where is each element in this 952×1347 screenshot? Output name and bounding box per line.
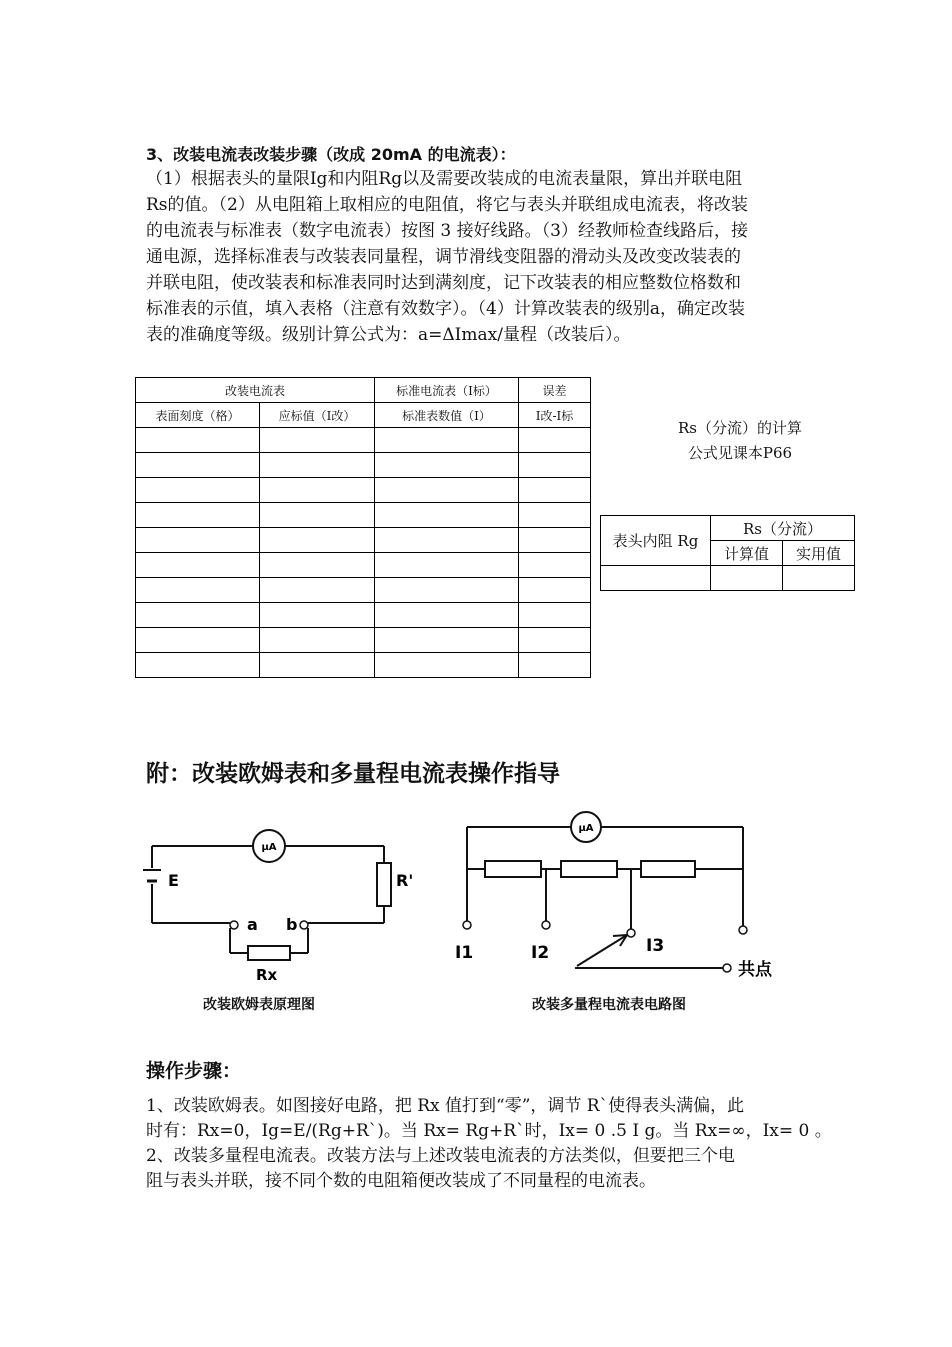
shunt-resistor-1	[485, 861, 541, 877]
table-cell	[375, 453, 519, 478]
table-cell	[136, 528, 260, 553]
table-cell	[519, 578, 591, 603]
table-cell	[519, 628, 591, 653]
shunt-resistor-3	[641, 861, 695, 877]
header-scale: 表面刻度（格）	[136, 403, 260, 428]
header-error: 误差	[519, 378, 591, 403]
paragraph-line: 通电源，选择标准表与改装表同量程，调节滑线变阻器的滑动头及改变改装表的	[146, 247, 741, 267]
table-cell	[519, 603, 591, 628]
multirange-ammeter-diagram	[445, 808, 795, 988]
table-cell	[375, 528, 519, 553]
section-heading: 3、改装电流表改装步骤（改成 20mA 的电流表）：	[146, 145, 516, 164]
paragraph-line: 2、改装多量程电流表。改装方法与上述改装电流表的方法类似，但要把三个电	[146, 1146, 735, 1166]
table-cell	[260, 528, 375, 553]
i2-label: I2	[531, 943, 550, 963]
paragraph-line: Rs的值。（2）从电阻箱上取相应的电阻值，将它与表头并联组成电流表，将改装	[146, 195, 748, 215]
header-expected: 应标值（I改）	[260, 403, 375, 428]
table-cell	[260, 553, 375, 578]
rs-header: Rs（分流）	[711, 516, 855, 541]
shunt-resistor-2	[561, 861, 617, 877]
table-cell	[375, 653, 519, 678]
table-cell	[260, 628, 375, 653]
table-cell	[519, 653, 591, 678]
table-cell	[260, 453, 375, 478]
table-cell	[136, 503, 260, 528]
terminal-i3	[627, 929, 635, 937]
table-row	[136, 578, 591, 603]
paragraph-line: 时有：Rx=0，Ig=E/(Rg+R`)。当 Rx= Rg+R`时，Ix= 0 .5 I g。当 Rx=∞，Ix= 0 。	[146, 1121, 832, 1141]
i3-label: I3	[646, 936, 665, 956]
paragraph-line: 的电流表与标准表（数字电流表）按图 3 接好线路。（3）经教师检查线路后，接	[146, 221, 748, 241]
table-cell	[260, 428, 375, 453]
table-row	[136, 628, 591, 653]
section-paragraph	[146, 166, 810, 348]
header-standard-meter: 标准电流表（I标）	[375, 378, 519, 403]
r-prime-label: R'	[396, 871, 414, 890]
table-cell	[519, 453, 591, 478]
table-cell	[519, 503, 591, 528]
note-line: Rs（分流）的计算	[678, 419, 802, 437]
paragraph-line: 1、改装欧姆表。如图接好电路，把 Rx 值打到“零”，调节 R`使得表头满偏，此	[146, 1096, 745, 1116]
table-cell	[375, 478, 519, 503]
terminal-b	[300, 921, 308, 929]
terminal-i2	[542, 921, 550, 929]
table-cell	[711, 566, 783, 591]
terminal-right	[739, 926, 747, 934]
table-row	[136, 653, 591, 678]
table-row	[136, 478, 591, 503]
operation-steps-heading: 操作步骤：	[146, 1060, 242, 1082]
terminal-common	[723, 964, 731, 972]
multirange-caption: 改装多量程电流表电路图	[532, 997, 686, 1013]
table-cell	[136, 453, 260, 478]
i1-label: I1	[455, 943, 474, 963]
table-cell	[783, 566, 855, 591]
used-value-header: 实用值	[783, 541, 855, 566]
e-label: E	[168, 871, 179, 890]
terminal-i1	[463, 921, 471, 929]
meter-label: μA	[261, 842, 277, 853]
table-cell	[519, 528, 591, 553]
paragraph-line: （1）根据表头的量限Ig和内阻Rg以及需要改装成的电流表量限，算出并联电阻	[146, 169, 743, 189]
table-cell	[519, 428, 591, 453]
table-row	[136, 603, 591, 628]
rs-formula-note	[640, 416, 840, 466]
paragraph-line: 标准表的示值，填入表格（注意有效数字）。（4）计算改装表的级别a，确定改装	[146, 299, 745, 319]
table-cell	[136, 428, 260, 453]
table-cell	[375, 428, 519, 453]
table-cell	[601, 566, 711, 591]
calc-value-header: 计算值	[711, 541, 783, 566]
table-cell	[375, 628, 519, 653]
table-cell	[375, 578, 519, 603]
meter-label: μA	[578, 823, 594, 834]
paragraph-line: 并联电阻，使改装表和标准表同时达到满刻度，记下改装表的相应整数位格数和	[146, 273, 741, 293]
table-cell	[260, 503, 375, 528]
header-difference: I改-I标	[519, 403, 591, 428]
table-cell	[519, 478, 591, 503]
paragraph-line: 表的准确度等级。级别计算公式为：a=ΔImax/量程（改装后）。	[146, 325, 631, 345]
table-row	[136, 503, 591, 528]
terminal-a	[230, 921, 238, 929]
table-row	[136, 553, 591, 578]
table-cell	[136, 553, 260, 578]
table-row	[136, 528, 591, 553]
table-cell	[136, 578, 260, 603]
table-cell	[375, 503, 519, 528]
operation-steps-paragraph	[146, 1094, 832, 1194]
note-line: 公式见课本P66	[687, 444, 793, 462]
table-cell	[260, 578, 375, 603]
rx-label: Rx	[256, 966, 278, 984]
rs-table	[600, 515, 855, 591]
table-cell	[260, 478, 375, 503]
resistor-r-prime	[377, 863, 391, 906]
common-point-label: 共点	[738, 960, 772, 980]
table-cell	[375, 553, 519, 578]
table-cell	[260, 603, 375, 628]
appendix-title: 附：改装欧姆表和多量程电流表操作指导	[146, 761, 560, 787]
resistor-rx	[248, 946, 290, 960]
header-modified-meter: 改装电流表	[136, 378, 375, 403]
table-row	[136, 428, 591, 453]
table-cell	[136, 653, 260, 678]
data-table	[135, 377, 591, 678]
a-label: a	[247, 915, 258, 934]
rg-header: 表头内阻 Rg	[601, 516, 711, 566]
table-cell	[519, 553, 591, 578]
table-row	[136, 453, 591, 478]
table-cell	[136, 478, 260, 503]
ohmmeter-diagram	[140, 820, 414, 990]
table-cell	[260, 653, 375, 678]
b-label: b	[286, 915, 298, 934]
header-standard-value: 标准表数值（I）	[375, 403, 519, 428]
table-cell	[136, 603, 260, 628]
table-cell	[375, 603, 519, 628]
paragraph-line: 阻与表头并联，接不同个数的电阻箱便改装成了不同量程的电流表。	[146, 1171, 656, 1191]
table-cell	[136, 628, 260, 653]
ohmmeter-caption: 改装欧姆表原理图	[203, 997, 315, 1013]
